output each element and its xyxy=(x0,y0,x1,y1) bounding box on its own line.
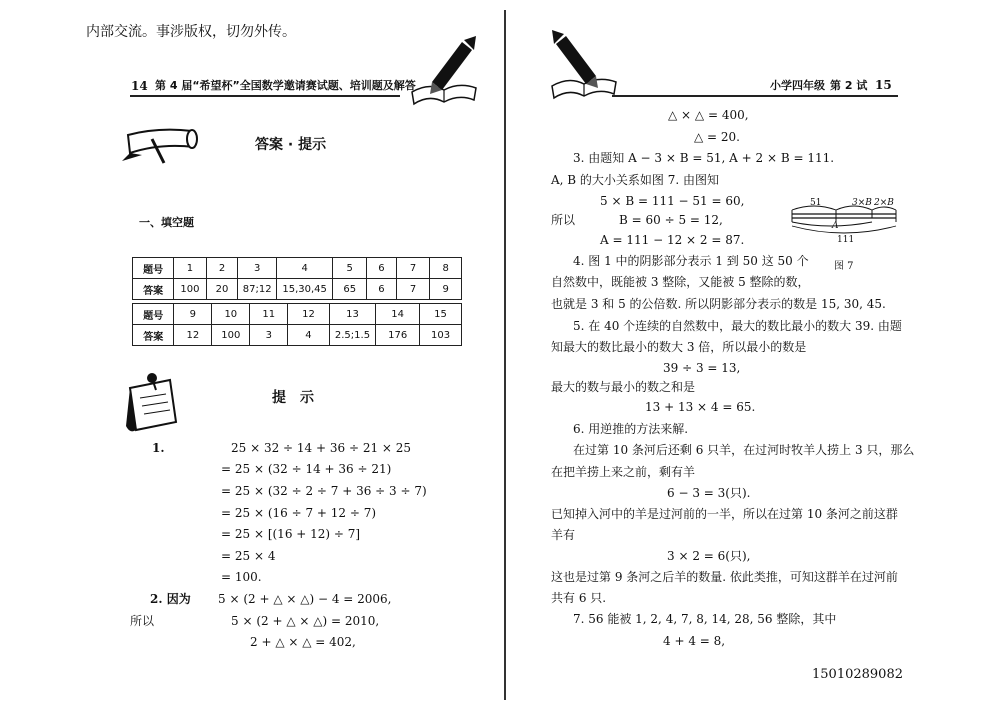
table-cell: 2.5;1.5 xyxy=(329,325,375,346)
left-header-rule xyxy=(130,95,400,97)
table-cell: 答案 xyxy=(133,325,174,346)
table-cell: 3 xyxy=(238,258,276,279)
right-line: 也就是 3 和 5 的公倍数. 所以阴影部分表示的数是 15, 30, 45. xyxy=(551,297,886,311)
right-line: A = 111 − 12 × 2 = 87. xyxy=(600,233,745,247)
table-cell: 103 xyxy=(420,325,462,346)
table-cell: 6 xyxy=(367,279,397,300)
table-cell: 4 xyxy=(276,258,332,279)
left-line: 2 + △ × △ = 402, xyxy=(250,635,356,649)
pen-book-illustration-right xyxy=(544,24,624,104)
right-line: 已知掉入河中的羊是过河前的一半，所以在过第 10 条河之前这群 xyxy=(551,507,898,521)
right-line: 39 ÷ 3 = 13, xyxy=(663,361,741,375)
phone-number: 15010289082 xyxy=(812,667,903,682)
table-cell: 12 xyxy=(174,325,212,346)
fill-section-heading: 一、填空题 xyxy=(139,216,194,229)
table-row xyxy=(133,258,462,279)
table-cell: 9 xyxy=(174,304,212,325)
right-line: 4. 图 1 中的阴影部分表示 1 到 50 这 50 个 xyxy=(573,254,809,268)
fig7-label-51: 51 xyxy=(810,198,822,208)
left-line: 25 × 32 ÷ 14 + 36 ÷ 21 × 25 xyxy=(231,441,412,455)
right-line: 4 + 4 = 8, xyxy=(663,634,726,648)
right-line: 在过第 10 条河后还剩 6 只羊，在过河时牧羊人捞上 3 只，那么 xyxy=(573,443,915,457)
pinned-note-illustration xyxy=(122,368,182,438)
table-cell: 题号 xyxy=(133,258,174,279)
table-cell: 10 xyxy=(212,304,250,325)
right-line: 羊有 xyxy=(551,528,576,542)
left-line: 5 × (2 + △ × △) = 2010, xyxy=(231,614,380,628)
right-line: △ × △ = 400, xyxy=(668,108,749,122)
right-line: 13 + 13 × 4 = 65. xyxy=(645,400,756,414)
right-line: B = 60 ÷ 5 = 12, xyxy=(619,213,723,227)
right-line: 知最大的数比最小的数大 3 倍，所以最小的数是 xyxy=(551,340,807,354)
table-cell: 5 xyxy=(333,258,367,279)
right-line: 在把羊捞上来之前，剩有羊 xyxy=(551,465,696,479)
table-row xyxy=(133,304,462,325)
table-cell: 4 xyxy=(288,325,330,346)
left-header-title: 第 4 届“希望杯”全国数学邀请赛试题、培训题及解答 xyxy=(155,79,416,92)
table-cell: 14 xyxy=(376,304,420,325)
table-cell: 12 xyxy=(288,304,330,325)
right-line: 自然数中，既能被 3 整除，又能被 5 整除的数， xyxy=(551,275,810,289)
left-line: = 25 × (16 ÷ 7 + 12 ÷ 7) xyxy=(221,506,377,520)
fig7-caption: 图 7 xyxy=(834,261,854,272)
table-cell: 7 xyxy=(396,279,429,300)
left-line: = 25 × [(16 + 12) ÷ 7] xyxy=(221,527,361,541)
fig7-label-3b: 3×B xyxy=(852,198,872,208)
right-line: △ = 20. xyxy=(694,130,740,144)
table-cell: 答案 xyxy=(133,279,174,300)
left-line: = 25 × (32 ÷ 14 + 36 ÷ 21) xyxy=(221,462,392,476)
page-spine xyxy=(504,10,506,700)
table-cell: 87;12 xyxy=(238,279,276,300)
table-cell: 8 xyxy=(430,258,462,279)
fig7-label-a: A xyxy=(832,221,839,231)
right-line: 这也是过第 9 条河之后羊的数量. 依此类推，可知这群羊在过河前 xyxy=(551,570,898,584)
right-line: 6 − 3 = 3(只). xyxy=(667,486,751,500)
left-line: = 25 × 4 xyxy=(221,549,276,563)
table-cell: 7 xyxy=(396,258,429,279)
right-line: 5 × B = 111 − 51 = 60, xyxy=(600,194,745,208)
right-page-number: 15 xyxy=(875,78,892,92)
table-cell: 20 xyxy=(206,279,238,300)
answer-table-2 xyxy=(132,303,462,346)
left-page-number: 14 xyxy=(131,79,148,93)
left-line: 1. xyxy=(152,441,165,455)
table-cell: 2 xyxy=(206,258,238,279)
table-cell: 11 xyxy=(250,304,288,325)
right-header-grade: 小学四年级 xyxy=(770,79,825,92)
table-cell: 题号 xyxy=(133,304,174,325)
table-cell: 9 xyxy=(430,279,462,300)
left-line: 所以 xyxy=(130,614,155,628)
right-line: 3. 由题知 A − 3 × B = 51, A + 2 × B = 111. xyxy=(573,151,835,165)
right-line: 6. 用逆推的方法来解. xyxy=(573,422,689,436)
right-line: 最大的数与最小的数之和是 xyxy=(551,380,696,394)
left-line: = 25 × (32 ÷ 2 ÷ 7 + 36 ÷ 3 ÷ 7) xyxy=(221,484,427,498)
right-line: 共有 6 只. xyxy=(551,591,607,605)
left-line: 5 × (2 + △ × △) − 4 = 2006, xyxy=(218,592,392,606)
right-header-rule xyxy=(612,95,898,97)
table-row xyxy=(133,325,462,346)
table-cell: 100 xyxy=(212,325,250,346)
answers-title: 答案 · 提示 xyxy=(255,137,327,153)
answer-table xyxy=(132,257,462,300)
table-row xyxy=(133,279,462,300)
table-cell: 15 xyxy=(420,304,462,325)
table-cell: 3 xyxy=(250,325,288,346)
right-line: A, B 的大小关系如图 7. 由图知 xyxy=(551,173,720,187)
fig7-label-2b: 2×B xyxy=(874,198,894,208)
right-line: 7. 56 能被 1, 2, 4, 7, 8, 14, 28, 56 整除，其中 xyxy=(573,612,837,626)
scroll-illustration xyxy=(118,125,198,165)
table-cell: 100 xyxy=(174,279,206,300)
left-line: 2. 因为 xyxy=(150,592,191,606)
fig7-label-111: 111 xyxy=(837,235,855,245)
table-cell: 65 xyxy=(333,279,367,300)
table-cell: 176 xyxy=(376,325,420,346)
copyright-notice: 内部交流。事涉版权，切勿外传。 xyxy=(86,24,296,40)
left-line: = 100. xyxy=(221,570,262,584)
right-header-round: 第 2 试 xyxy=(830,79,868,92)
right-line: 5. 在 40 个连续的自然数中，最大的数比最小的数大 39. 由题 xyxy=(573,319,902,333)
right-line: 3 × 2 = 6(只), xyxy=(667,549,751,563)
table-cell: 15,30,45 xyxy=(276,279,332,300)
right-line: 所以 xyxy=(551,213,576,227)
hints-title: 提 示 xyxy=(272,390,314,406)
table-cell: 6 xyxy=(367,258,397,279)
pen-book-illustration-left xyxy=(404,30,484,110)
table-cell: 13 xyxy=(329,304,375,325)
table-cell: 1 xyxy=(174,258,206,279)
